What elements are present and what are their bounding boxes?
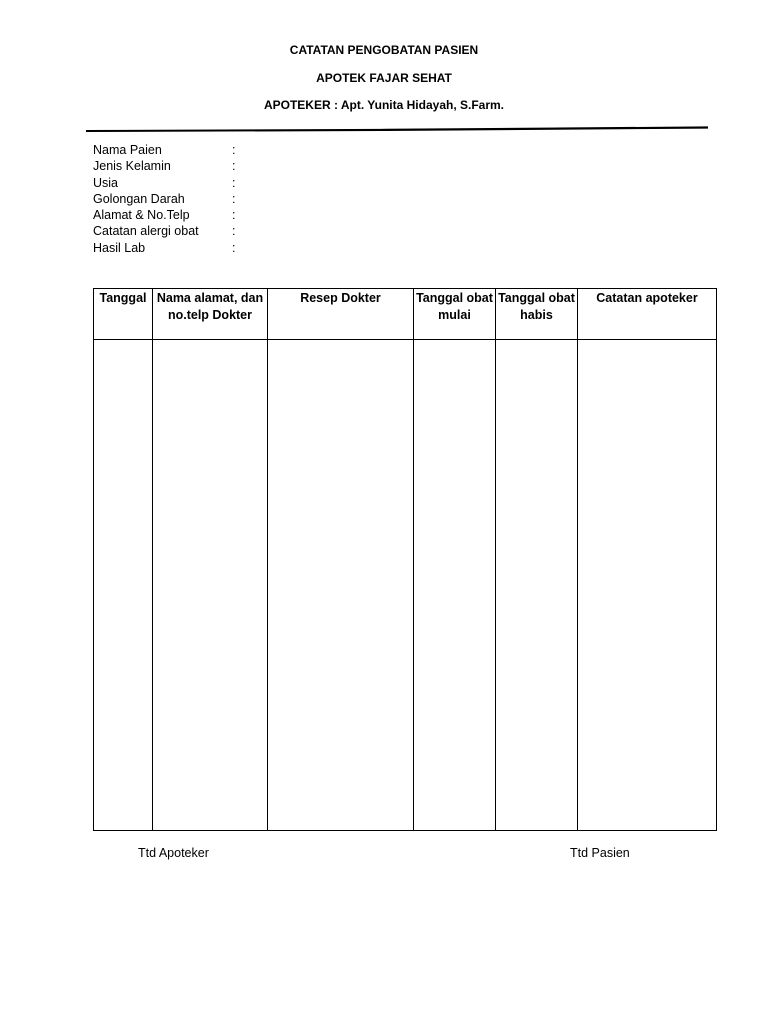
field-row-allergy-notes	[93, 223, 242, 239]
field-label: Jenis Kelamin	[93, 159, 171, 174]
table-cell	[414, 340, 496, 831]
field-colon: :	[232, 224, 236, 239]
field-row-blood-type	[93, 191, 242, 207]
field-row-gender	[93, 158, 242, 174]
column-header-start-date: Tanggal obat mulai	[414, 289, 496, 340]
field-row-address-phone	[93, 207, 242, 223]
field-label: Golongan Darah	[93, 191, 185, 206]
table-cell	[153, 340, 268, 831]
field-colon: :	[232, 143, 236, 157]
field-label: Hasil Lab	[93, 240, 146, 255]
field-colon: :	[232, 175, 236, 190]
table-cell	[496, 340, 578, 831]
field-row-age	[93, 175, 242, 191]
field-label: Usia	[93, 175, 119, 190]
table-cell	[94, 340, 153, 831]
patient-fields	[93, 142, 242, 256]
field-label: Catatan alergi obat	[93, 224, 199, 239]
field-colon: :	[232, 191, 236, 206]
document-title: CATATAN PENGOBATAN PASIEN	[289, 43, 479, 57]
field-colon: :	[232, 208, 236, 223]
medication-log-table	[93, 288, 717, 831]
patient-signature-label: Ttd Pasien	[570, 846, 630, 860]
header-divider	[86, 124, 708, 132]
table-cell	[578, 340, 717, 831]
column-header-doctor-contact: Nama alamat, dan no.telp Dokter	[153, 289, 268, 340]
field-label: Alamat & No.Telp	[93, 208, 190, 223]
field-row-patient-name	[93, 142, 242, 158]
pharmacy-name: APOTEK FAJAR SEHAT	[316, 71, 452, 85]
column-header-prescription: Resep Dokter	[268, 289, 414, 340]
column-header-pharmacist-notes: Catatan apoteker	[578, 289, 717, 340]
table-header-row	[94, 289, 717, 340]
field-colon: :	[232, 159, 236, 174]
pharmacist-name: APOTEKER : Apt. Yunita Hidayah, S.Farm.	[263, 98, 505, 112]
pharmacist-signature-label: Ttd Apoteker	[138, 846, 209, 860]
column-header-end-date: Tanggal obat habis	[496, 289, 578, 340]
field-row-lab-results	[93, 240, 242, 256]
table-row	[94, 340, 717, 831]
field-colon: :	[232, 240, 236, 255]
column-header-date: Tanggal	[94, 289, 153, 340]
table-cell	[268, 340, 414, 831]
field-label: Nama Paien	[93, 143, 162, 157]
